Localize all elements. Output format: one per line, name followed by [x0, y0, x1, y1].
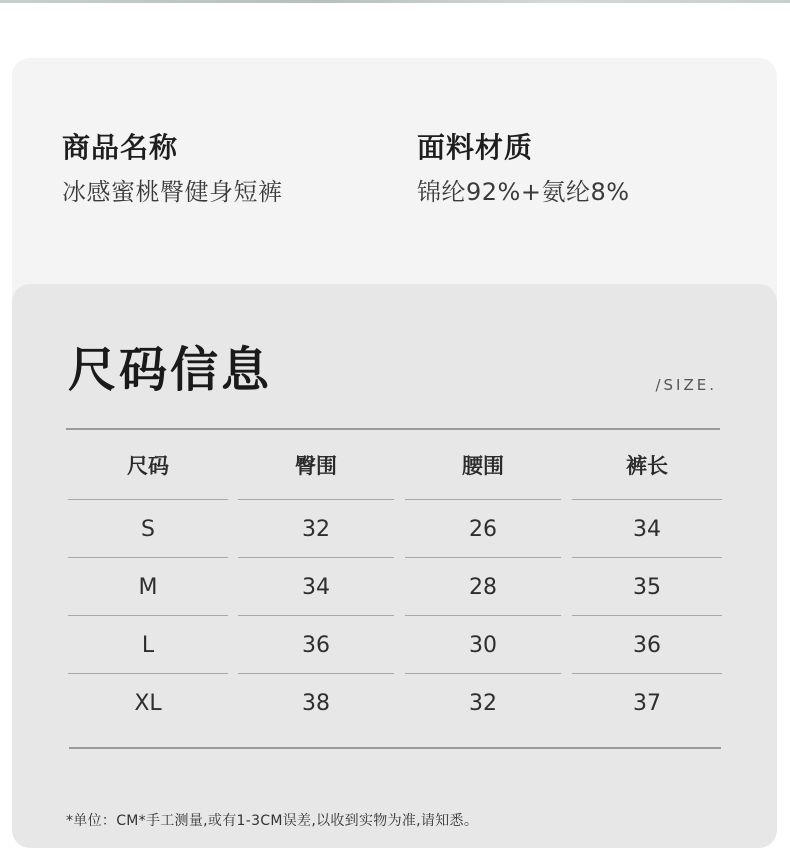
header-size: 尺码	[68, 430, 228, 500]
size-table	[66, 430, 722, 732]
product-name-label: 商品名称	[62, 131, 179, 164]
material-value: 锦纶92%+氨纶8%	[417, 178, 630, 206]
table-cell-length: 35	[572, 558, 722, 616]
table-row	[66, 500, 722, 558]
size-title: 尺码信息	[68, 342, 273, 398]
size-subtitle: /SIZE.	[655, 376, 717, 394]
table-cell-hip: 38	[302, 690, 330, 716]
table-cell-hip: 34	[238, 558, 394, 616]
header-length: 裤长	[572, 430, 722, 500]
table-bottom-rule	[69, 747, 721, 749]
table-row	[66, 674, 722, 732]
product-name-value: 冰感蜜桃臀健身短裤	[62, 178, 283, 206]
header-hip: 臀围	[238, 430, 394, 500]
material-block	[417, 130, 630, 208]
measurement-footnote: *单位：CM*手工测量,或有1-3CM误差,以收到实物为准,请知悉。	[66, 813, 479, 829]
size-info-card	[12, 284, 777, 848]
table-cell-size: XL	[134, 690, 162, 716]
table-cell-waist: 32	[469, 690, 497, 716]
table-cell-waist: 28	[405, 558, 561, 616]
table-row	[66, 616, 722, 674]
table-cell-waist: 26	[405, 500, 561, 558]
table-cell-length: 36	[572, 616, 722, 674]
table-row	[66, 558, 722, 616]
product-name-block	[62, 130, 283, 208]
table-cell-hip: 32	[238, 500, 394, 558]
table-cell-hip: 36	[238, 616, 394, 674]
table-header-row	[66, 430, 722, 500]
table-cell-size: L	[68, 616, 228, 674]
material-label: 面料材质	[417, 131, 534, 164]
table-cell-length: 37	[633, 690, 661, 716]
table-cell-size: M	[68, 558, 228, 616]
table-cell-size: S	[68, 500, 228, 558]
table-cell-length: 34	[572, 500, 722, 558]
table-cell-waist: 30	[405, 616, 561, 674]
top-divider-strip	[0, 0, 790, 3]
header-waist: 腰围	[405, 430, 561, 500]
